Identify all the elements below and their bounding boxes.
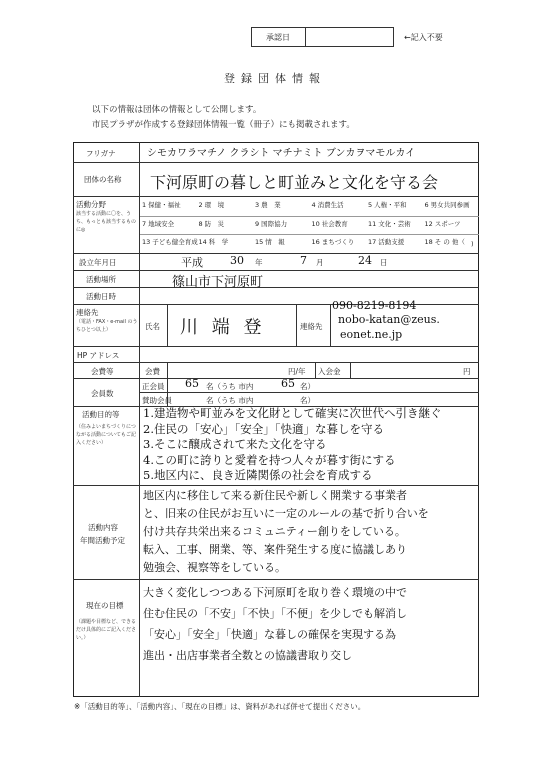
activity-number: 3 xyxy=(255,201,260,209)
intro-line-1: 以下の情報は団体の情報として公開します。 xyxy=(92,105,262,115)
activity-field-label: 活動分野 xyxy=(76,200,106,209)
activity-grid xyxy=(140,197,479,253)
activity-text: 消費生活 xyxy=(317,201,344,209)
contact-divider xyxy=(330,304,331,346)
established-nichi: 日 xyxy=(380,258,388,267)
activity-option[interactable] xyxy=(142,200,181,209)
contact-divider xyxy=(167,304,168,346)
activity-option[interactable] xyxy=(425,200,470,209)
activity-text: そ の 他（ xyxy=(434,238,465,247)
group-name-value: 下河原町の暮しと町並みと文化を守る会 xyxy=(150,173,439,192)
fee-divider xyxy=(315,362,316,378)
furigana-label: フリガナ xyxy=(86,149,116,158)
activity-text: 活動支援 xyxy=(378,238,405,247)
regular-member-count: 65 xyxy=(185,377,199,390)
activity-number: 7 xyxy=(142,219,147,228)
activity-option[interactable] xyxy=(368,219,411,228)
activity-number: 18 xyxy=(424,238,433,247)
goal-label: 現在の目標 xyxy=(86,601,124,610)
activity-text: まちづくり xyxy=(321,238,355,247)
regular-member-close: 名） xyxy=(300,382,315,391)
activity-number: 12 xyxy=(424,219,433,228)
purpose-label: 活動目的等 xyxy=(82,410,120,419)
purpose-line: 5.地区内に、良き近隣関係の社会を育成する xyxy=(143,468,373,482)
activity-option[interactable] xyxy=(368,237,404,246)
activity-text: スポーツ xyxy=(434,219,461,228)
datetime-label: 活動日時 xyxy=(86,292,116,301)
row-line xyxy=(73,378,479,379)
fee-divider xyxy=(167,362,168,378)
activity-number: 14 xyxy=(198,238,207,247)
intro-line-2: 市民プラザが作成する登録団体情報一覧（冊子）にも掲載されます。 xyxy=(92,120,355,130)
row-line xyxy=(73,253,479,254)
contact-divider xyxy=(296,304,297,346)
activity-text: 保健・福祉 xyxy=(148,201,181,209)
activity-other-close: ) xyxy=(471,240,474,248)
purpose-note: （住みよいまちづくりにつながる活動についてもご記入ください） xyxy=(76,424,136,446)
hp-label: HP アドレス xyxy=(77,351,120,360)
activity-option[interactable] xyxy=(199,200,225,209)
entry-fee-unit: 円 xyxy=(463,367,471,376)
activity-field-note: 該当する活動に〇を、うち、もっとも該当するものに◎ xyxy=(76,211,137,233)
goal-line: 進出・出店事業者全数との協議書取り交し xyxy=(143,649,352,662)
established-era: 平成 xyxy=(181,256,203,269)
row-line xyxy=(73,346,479,347)
established-nen: 年 xyxy=(255,258,263,267)
activity-number: 4 xyxy=(311,201,316,209)
activity-number: 5 xyxy=(368,201,373,209)
activity-text: 男女共同参画 xyxy=(430,201,470,209)
established-day: 24 xyxy=(358,254,372,267)
support-member-label: 賛助会員 xyxy=(142,396,172,405)
page-title: 登録団体情報 xyxy=(224,72,326,85)
contact-email-1: nobo-katan@zeus. xyxy=(338,313,440,326)
established-label: 設立年月日 xyxy=(79,258,117,267)
established-tsuki: 月 xyxy=(316,258,324,267)
row-line xyxy=(73,579,479,580)
entry-fee-label: 入会金 xyxy=(318,367,341,376)
activity-number: 9 xyxy=(255,219,260,228)
activity-option[interactable] xyxy=(368,200,407,209)
row-line xyxy=(73,162,479,163)
fee-label: 会費等 xyxy=(91,367,114,376)
content-label-2: 年間活動予定 xyxy=(80,536,125,545)
activity-number: 10 xyxy=(311,219,320,228)
activity-number: 16 xyxy=(311,238,320,247)
established-month: 7 xyxy=(300,254,307,267)
place-value: 篠山市下河原町 xyxy=(172,275,264,290)
activity-text: 社会教育 xyxy=(321,219,348,228)
content-label: 活動内容 xyxy=(88,523,118,532)
regular-member-city: 65 xyxy=(281,377,295,390)
activity-grid-line xyxy=(140,216,479,217)
activity-option[interactable] xyxy=(425,219,461,228)
activity-text: 子ども健全育成 xyxy=(152,238,198,247)
approval-note: ←記入不要 xyxy=(404,33,443,42)
goal-lines xyxy=(143,582,477,666)
activity-option[interactable] xyxy=(312,200,344,209)
goal-line: 大きく変化しつつある下河原町を取り巻く環境の中で xyxy=(143,586,407,599)
activity-option[interactable] xyxy=(142,219,174,228)
approval-box xyxy=(251,27,394,47)
purpose-line: 3.そこに醸成されて来た文化を守る xyxy=(143,437,327,451)
place-label: 活動場所 xyxy=(86,275,116,284)
row-line xyxy=(73,270,479,271)
activity-option[interactable] xyxy=(199,219,225,228)
content-line: 転入、工事、開業、等、案件発生する度に協議しあり xyxy=(143,543,407,556)
activity-option[interactable] xyxy=(312,237,355,246)
row-line xyxy=(73,485,479,486)
activity-number: 2 xyxy=(198,201,203,209)
purpose-line: 2.住民の「安心」「安全」「快適」な暮しを守る xyxy=(143,421,384,436)
contact-email-2: eonet.ne.jp xyxy=(340,328,403,341)
kaihi-unit: 円/年 xyxy=(288,367,306,376)
activity-option[interactable] xyxy=(255,219,287,228)
activity-option[interactable] xyxy=(255,200,281,209)
purpose-lines xyxy=(143,406,477,484)
goal-line: 住む住民の「不安」「不快」「不便」を少しでも解消し xyxy=(143,607,407,620)
activity-option[interactable] xyxy=(425,237,465,246)
row-line xyxy=(73,304,479,305)
activity-grid-line xyxy=(140,234,479,235)
contact-name-value: 川 端 登 xyxy=(180,317,266,338)
activity-option[interactable] xyxy=(142,237,198,246)
approval-label-cell xyxy=(251,27,306,47)
approval-label: 承認日 xyxy=(266,33,290,42)
activity-number: 13 xyxy=(142,238,151,247)
support-member-unit: 名（うち 市内 xyxy=(206,396,254,405)
support-member-close: 名） xyxy=(300,396,315,405)
goal-line: 「安心」「安全」「快適」な暮しの確保を実現する為 xyxy=(143,628,396,641)
activity-number: 8 xyxy=(198,219,203,228)
activity-number: 11 xyxy=(368,219,377,228)
activity-text: 情 報 xyxy=(265,238,285,247)
contact-phone: 090-8219-8194 xyxy=(332,299,417,312)
activity-text: 防 災 xyxy=(204,219,225,228)
purpose-line: 4.この町に誇りと愛着を持つ人々が暮す街にする xyxy=(143,452,396,467)
regular-member-label: 正会員 xyxy=(142,382,165,391)
activity-number: 17 xyxy=(368,238,377,247)
members-divider xyxy=(140,392,479,393)
content-line: 地区内に移住して来る新住民や新しく開業する事業者 xyxy=(143,489,407,502)
contact-info-label: 連絡先 xyxy=(300,322,323,331)
goal-note: （課題や目標など、できるだけ具体的にご記入ください。） xyxy=(76,619,137,641)
activity-number: 15 xyxy=(255,238,264,247)
furigana-value: シモカワラマチノ クラシト マチナミト ブンカヲマモルカイ xyxy=(147,148,416,159)
content-line: と、旧来の住民がお互いに一定のルールの基で折り合いを xyxy=(143,507,429,520)
content-lines xyxy=(143,487,477,577)
members-label: 会員数 xyxy=(91,389,114,398)
kaihi-label: 会費 xyxy=(145,367,160,376)
activity-option[interactable] xyxy=(312,219,348,228)
activity-text: 科 学 xyxy=(208,238,229,247)
established-year: 30 xyxy=(230,254,244,267)
contact-name-label: 氏名 xyxy=(145,322,160,331)
row-line xyxy=(73,287,479,288)
contact-note: （電話・FAX・e-mail のうちひとつ以上） xyxy=(76,319,138,333)
group-name-label: 団体の名称 xyxy=(84,175,122,184)
activity-option[interactable] xyxy=(199,237,229,246)
activity-text: 人権・平和 xyxy=(374,201,407,209)
activity-option[interactable] xyxy=(255,237,285,246)
row-line xyxy=(73,362,479,363)
activity-text: 農 業 xyxy=(261,201,281,209)
footer-note: ※「活動目的等」、「活動内容」、「現在の目標」は、資料があれば併せて提出ください。 xyxy=(74,702,366,711)
activity-number: 1 xyxy=(142,201,147,209)
purpose-line: 1.建造物や町並みを文化財として確実に次世代へ引き継ぐ xyxy=(143,406,442,420)
activity-text: 環 境 xyxy=(204,201,225,209)
fee-divider xyxy=(350,362,351,378)
activity-text: 文化・芸術 xyxy=(378,219,411,228)
content-line: 付け共存共栄出来るコミュニティー創りをしている。 xyxy=(143,525,406,538)
activity-text: 地域安全 xyxy=(148,219,175,228)
activity-text: 国際協力 xyxy=(261,219,288,228)
activity-number: 6 xyxy=(424,201,429,209)
content-line: 勉強会、視察等をしている。 xyxy=(143,561,286,574)
contact-label: 連絡先 xyxy=(76,308,99,317)
regular-member-unit: 名（うち 市内 xyxy=(206,382,254,391)
